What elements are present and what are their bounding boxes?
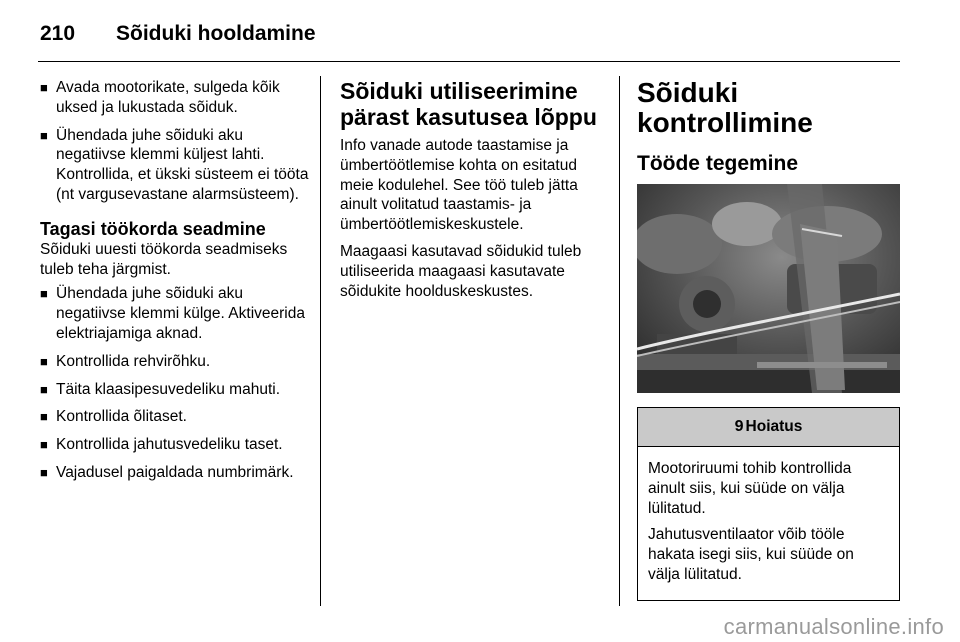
list-item: ■ Täita klaasipesuvedeliku mahuti. <box>40 380 281 398</box>
bullet-icon: ■ <box>40 381 48 397</box>
bullet-list-recommission <box>40 284 312 482</box>
section-heading: Sõiduki kontrollimine <box>637 77 813 138</box>
engine-bay-photo <box>637 184 900 393</box>
warning-title: 9 Hoiatus <box>638 408 899 447</box>
paragraph: Maagaasi kasutavad sõidukid tuleb utiliseerida maagaasi kasutavate sõidukite hoolduskeskustes. <box>340 242 582 300</box>
section-subheading: Tööde tegemine <box>637 152 799 175</box>
intro-text: Sõiduki uuesti töökorda seadmiseks tuleb teha järgmist. <box>40 240 288 278</box>
column-right <box>637 78 900 601</box>
bullet-icon: ■ <box>40 80 48 95</box>
paragraph: Info vanade autode taastamise ja ümbertöötlemise kohta on esitatud meie kodulehel. See töö tuleb jätta ainult volitatud taastamis- ja ümbertöötlemiskeskustele. <box>340 137 578 234</box>
list-item: ■ Vajadusel paigaldada numbrimärk. <box>40 463 294 481</box>
header-divider <box>38 61 900 62</box>
bullet-icon: ■ <box>40 286 48 302</box>
bullet-icon: ■ <box>40 353 48 369</box>
list-item: ■ Kontrollida õlitaset. <box>40 408 187 426</box>
column-divider-2 <box>619 76 620 606</box>
section-subheading: Tagasi töökorda seadmine <box>40 218 266 239</box>
list-item: ■ Ühendada juhe sõiduki aku negatiivse klemmi küljest lahti. Kontrollida, et ükski süsteem ei tööta (nt vargusevastane alarmsüsteem). <box>40 126 309 203</box>
list-item: ■ Avada mootorikate, sulgeda kõik uksed ja lukustada sõiduk. <box>40 79 280 116</box>
section-heading: Sõiduki utiliseerimine pärast kasutusea lõppu <box>340 78 597 130</box>
warning-body <box>638 447 899 600</box>
column-left <box>40 78 312 491</box>
column-middle <box>340 78 602 308</box>
chapter-title: Sõiduki hooldamine <box>116 22 316 45</box>
page-number: 210 <box>40 22 76 45</box>
warning-icon: 9 <box>734 418 744 435</box>
list-item: ■ Kontrollida jahutusvedeliku taset. <box>40 436 283 454</box>
column-divider-1 <box>320 76 321 606</box>
warning-paragraph: Jahutusventilaator võib tööle hakata isegi siis, kui süüde on välja lülitatud. <box>648 526 854 583</box>
watermark: carmanualsonline.info <box>723 614 944 639</box>
bullet-icon: ■ <box>40 437 48 453</box>
list-item: ■ Ühendada juhe sõiduki aku negatiivse klemmi külge. Aktiveerida elektriajamiga aknad. <box>40 285 305 342</box>
bullet-icon: ■ <box>40 409 48 425</box>
warning-paragraph: Mootoriruumi tohib kontrollida ainult siis, kui süüde on välja lülitatud. <box>648 460 852 517</box>
bullet-list-storage <box>40 78 312 205</box>
warning-box <box>637 407 900 601</box>
bullet-icon: ■ <box>40 127 48 143</box>
bullet-icon: ■ <box>40 464 48 480</box>
list-item: ■ Kontrollida rehvirõhku. <box>40 352 211 370</box>
